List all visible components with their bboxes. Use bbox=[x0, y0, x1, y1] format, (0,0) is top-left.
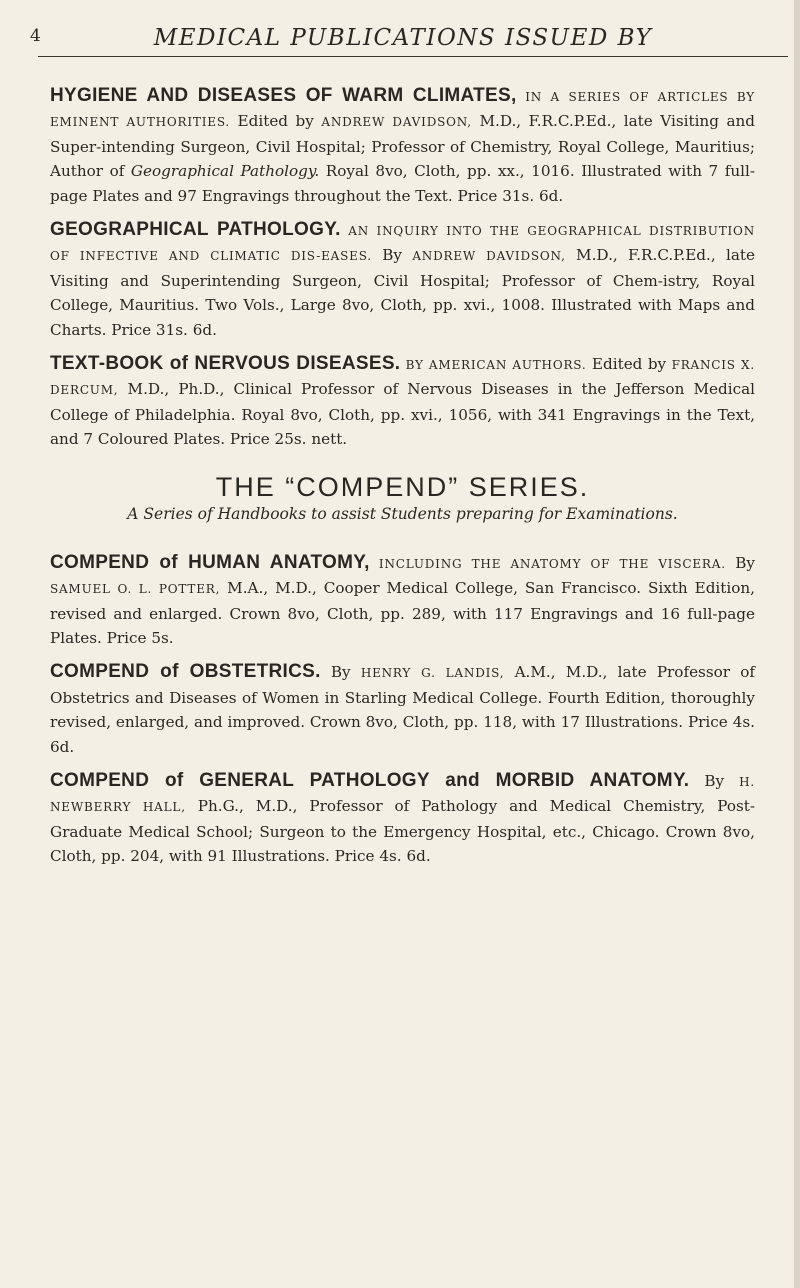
book-title: HYGIENE AND DISEASES OF WARM CLIMATES, bbox=[50, 85, 517, 106]
compend-entry bbox=[50, 551, 755, 651]
book-title: GEOGRAPHICAL PATHOLOGY. bbox=[50, 219, 341, 241]
book-author: ANDREW DAVIDSON, bbox=[321, 115, 472, 130]
series-title: THE “COMPEND” SERIES. bbox=[215, 471, 590, 502]
book-title: COMPEND of OBSTETRICS. bbox=[50, 661, 321, 683]
book-text: M.D., F.R.C.P.Ed., late Visiting and Superintending Surgeon, Civil Hospital; Professor of Chem-istry, Royal College, Mauritius. Two Vols., Large 8vo, Cloth, pp. xvi., 1008. Illustrated with Maps and Charts. Price 31s. 6d. bbox=[50, 246, 755, 339]
book-author: HENRY G. LANDIS, bbox=[360, 666, 505, 681]
book-entry bbox=[50, 352, 755, 452]
page-header bbox=[18, 22, 788, 56]
book-subtitle: BY AMERICAN AUTHORS. bbox=[400, 358, 587, 373]
book-text: M.D., Ph.D., Clinical Professor of Nervous Diseases in the Jefferson Medical College of Philadelphia. Royal 8vo, Cloth, pp. xvi., 1056, with 341 Engravings in the Text, and 7 Coloured Plates. Price 25s. nett. bbox=[50, 380, 755, 449]
page-edge bbox=[794, 0, 800, 1288]
book-entry bbox=[50, 218, 755, 342]
header-rule bbox=[38, 56, 788, 57]
book-italic-title: Geographical Pathology. bbox=[130, 162, 320, 181]
book-text: By bbox=[689, 771, 740, 790]
book-subtitle: INCLUDING THE ANATOMY OF THE VISCERA. bbox=[369, 556, 726, 571]
book-title: COMPEND of GENERAL PATHOLOGY and MORBID ANATOMY. bbox=[50, 769, 690, 791]
book-text: Edited by bbox=[586, 355, 672, 374]
book-subtitle: AN INQUIRY INTO THE GEOGRAPHICAL DISTRIBUTION OF INFECTIVE AND CLIMATIC DIS-EASES. bbox=[50, 224, 755, 264]
series-subtitle: A Series of Handbooks to assist Students preparing for Examinations. bbox=[127, 504, 678, 523]
book-subtitle: IN A SERIES OF ARTICLES BY EMINENT AUTHORITIES. bbox=[50, 90, 755, 130]
book-text: M.D., F.R.C.P.Ed., late Visiting and Super-intending Surgeon, Civil Hospital; Professor of Chemistry, Royal College, Mauritius; Author of bbox=[50, 112, 756, 181]
running-title: MEDICAL PUBLICATIONS ISSUED BY bbox=[153, 25, 653, 51]
compend-entry bbox=[50, 769, 755, 869]
book-author: H. NEWBERRY HALL, bbox=[50, 774, 755, 815]
book-text: M.A., M.D., Cooper Medical College, San Francisco. Sixth Edition, revised and enlarged. Crown 8vo, Cloth, pp. 289, with 117 Engravings and 16 full-page Plates. Price 5s. bbox=[50, 579, 755, 647]
book-author: ANDREW DAVIDSON, bbox=[412, 249, 566, 264]
book-title: COMPEND of HUMAN ANATOMY, bbox=[50, 551, 370, 573]
book-text: By bbox=[371, 246, 413, 265]
book-text: A.M., M.D., late Professor of Obstetrics and Diseases of Women in Starling Medical College. Fourth Edition, thoroughly revised, enlarged, and improved. Crown 8vo, Cloth, pp. 118, with 17 Illustrations. Price 4s. 6d. bbox=[50, 663, 756, 756]
book-entry bbox=[50, 84, 755, 208]
book-text: Edited by bbox=[230, 112, 322, 131]
book-author: FRANCIS X. DERCUM, bbox=[50, 358, 755, 398]
book-text: By bbox=[320, 663, 361, 682]
book-text: Royal 8vo, Cloth, pp. xx., 1016. Illustrated with 7 full-page Plates and 97 Engravings throughout the Text. Price 31s. 6d. bbox=[50, 162, 755, 205]
book-title: TEXT-BOOK of NERVOUS DISEASES. bbox=[50, 353, 401, 375]
series-heading bbox=[50, 472, 755, 503]
book-text: Ph.G., M.D., Professor of Pathology and Medical Chemistry, Post-Graduate Medical School; Surgeon to the Emergency Hospital, etc., Chicago. Crown 8vo, Cloth, pp. 204, with 91 Illustrations. Price 4s. 6d. bbox=[50, 797, 755, 866]
book-text: By bbox=[725, 553, 756, 572]
page-number: 4 bbox=[30, 26, 41, 46]
compend-entry bbox=[50, 660, 755, 759]
book-author: SAMUEL O. L. POTTER, bbox=[50, 582, 221, 597]
catalogue-content bbox=[50, 84, 755, 879]
